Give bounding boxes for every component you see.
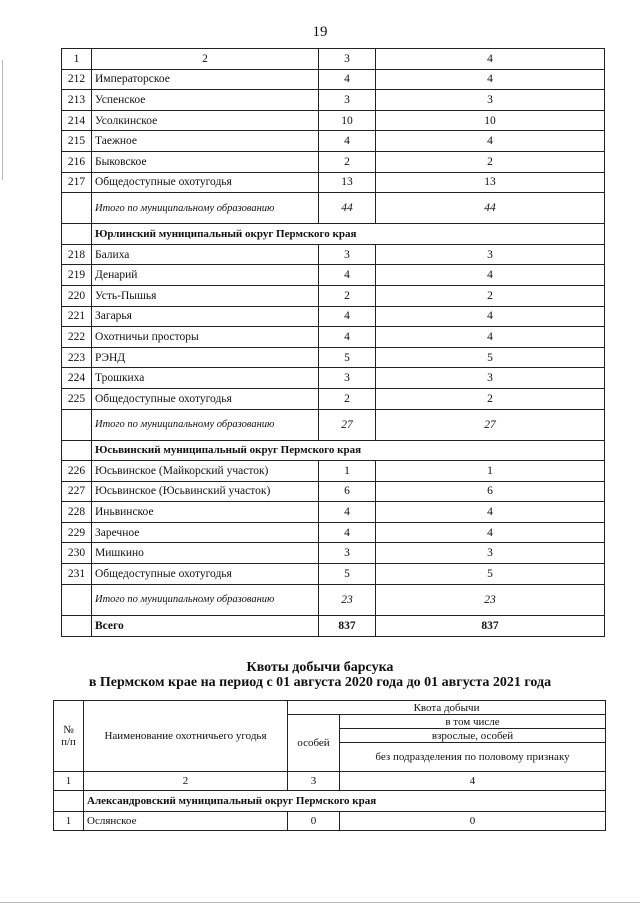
cell-name: Быковское	[92, 151, 319, 172]
cell-quota-adults: 0	[340, 812, 606, 831]
cell-number: 223	[62, 347, 92, 368]
cell-name: Императорское	[92, 69, 319, 90]
table-row	[54, 812, 606, 831]
table-row	[62, 265, 605, 286]
cell-name: Всего	[92, 615, 319, 636]
region-row	[62, 224, 605, 245]
cell-quota-adults: 4	[376, 306, 605, 327]
region-name: Юрлинский муниципальный округ Пермского края	[92, 224, 605, 245]
cell-empty	[62, 440, 92, 461]
cell-quota-adults: 13	[376, 172, 605, 193]
col-number: 4	[376, 49, 605, 70]
cell-number: 220	[62, 285, 92, 306]
table-row	[62, 388, 605, 409]
cell-number: 222	[62, 327, 92, 348]
cell-quota: 0	[288, 812, 340, 831]
table-row	[62, 151, 605, 172]
col-number: 2	[92, 49, 319, 70]
header-num: № п/п	[54, 701, 84, 772]
cell-quota: 5	[319, 564, 376, 585]
cell-number: 225	[62, 388, 92, 409]
subtotal-row	[62, 584, 605, 615]
cell-name: Охотничьи просторы	[92, 327, 319, 348]
cell-empty	[54, 791, 84, 812]
cell-name: Заречное	[92, 522, 319, 543]
cell-quota-adults: 10	[376, 110, 605, 131]
cell-quota-adults: 2	[376, 285, 605, 306]
header-row	[54, 701, 606, 715]
column-number-row	[54, 772, 606, 791]
cell-number: 212	[62, 69, 92, 90]
cell-number: 226	[62, 461, 92, 482]
table-row	[62, 172, 605, 193]
region-name: Александровский муниципальный округ Пермского края	[84, 791, 606, 812]
badger-quota-table	[53, 700, 606, 831]
cell-name: Итого по муниципальному образованию	[92, 584, 319, 615]
cell-name: Трошкиха	[92, 368, 319, 389]
cell-quota-adults: 3	[376, 90, 605, 111]
cell-quota-adults: 4	[376, 131, 605, 152]
cell-number: 213	[62, 90, 92, 111]
header-quota: Квота добычи	[288, 701, 606, 715]
cell-quota-adults: 23	[376, 584, 605, 615]
cell-name: Итого по муниципальному образованию	[92, 409, 319, 440]
cell-quota-adults: 3	[376, 368, 605, 389]
cell-number: 217	[62, 172, 92, 193]
cell-quota-adults: 5	[376, 347, 605, 368]
cell-quota-adults: 2	[376, 151, 605, 172]
cell-name: Юсьвинское (Юсьвинский участок)	[92, 481, 319, 502]
cell-number	[62, 193, 92, 224]
cell-number: 214	[62, 110, 92, 131]
table-row	[62, 522, 605, 543]
col-number: 1	[62, 49, 92, 70]
table-row	[62, 327, 605, 348]
cell-quota-adults: 2	[376, 388, 605, 409]
table-row	[62, 347, 605, 368]
cell-name: Таежное	[92, 131, 319, 152]
cell-quota-adults: 4	[376, 327, 605, 348]
cell-quota: 27	[319, 409, 376, 440]
cell-number: 1	[54, 812, 84, 831]
cell-name: Балиха	[92, 244, 319, 265]
cell-quota: 4	[319, 69, 376, 90]
cell-quota: 4	[319, 265, 376, 286]
cell-quota: 2	[319, 388, 376, 409]
cell-number: 231	[62, 564, 92, 585]
region-name: Юсьвинский муниципальный округ Пермского края	[92, 440, 605, 461]
table-row	[62, 285, 605, 306]
cell-quota: 3	[319, 244, 376, 265]
cell-quota-adults: 27	[376, 409, 605, 440]
cell-number	[62, 615, 92, 636]
cell-quota: 3	[319, 543, 376, 564]
header-name: Наименование охотничьего угодья	[84, 701, 288, 772]
cell-quota-adults: 6	[376, 481, 605, 502]
column-number-row	[62, 49, 605, 70]
cell-quota: 4	[319, 306, 376, 327]
cell-quota: 10	[319, 110, 376, 131]
cell-number: 224	[62, 368, 92, 389]
table-row	[62, 564, 605, 585]
col-number: 2	[84, 772, 288, 791]
cell-quota: 23	[319, 584, 376, 615]
cell-empty	[62, 224, 92, 245]
scan-edge-mark	[2, 60, 3, 180]
cell-number: 216	[62, 151, 92, 172]
scan-edge-mark	[0, 902, 640, 903]
cell-quota-adults: 4	[376, 522, 605, 543]
cell-quota: 5	[319, 347, 376, 368]
cell-number: 228	[62, 502, 92, 523]
cell-quota: 6	[319, 481, 376, 502]
cell-quota-adults: 4	[376, 502, 605, 523]
cell-quota: 4	[319, 522, 376, 543]
header-including: в том числе	[340, 715, 606, 729]
header-individuals: особей	[288, 715, 340, 772]
cell-quota: 4	[319, 131, 376, 152]
table-row	[62, 306, 605, 327]
col-number: 4	[340, 772, 606, 791]
cell-quota-adults: 3	[376, 543, 605, 564]
cell-number	[62, 409, 92, 440]
table-row	[62, 461, 605, 482]
header-no-gender: без подразделения по половому признаку	[340, 743, 606, 772]
table-row	[62, 244, 605, 265]
quota-table-continued	[61, 48, 605, 637]
col-number: 3	[319, 49, 376, 70]
cell-quota: 1	[319, 461, 376, 482]
cell-quota: 3	[319, 368, 376, 389]
cell-number: 219	[62, 265, 92, 286]
page-number: 19	[312, 24, 328, 40]
cell-quota-adults: 3	[376, 244, 605, 265]
header-adults: взрослые, особей	[340, 729, 606, 743]
subtotal-row	[62, 409, 605, 440]
cell-quota-adults: 5	[376, 564, 605, 585]
table-row	[62, 90, 605, 111]
cell-name: Общедоступные охотугодья	[92, 172, 319, 193]
cell-quota-adults: 4	[376, 69, 605, 90]
cell-name: РЭНД	[92, 347, 319, 368]
table-row	[62, 131, 605, 152]
col-number: 3	[288, 772, 340, 791]
cell-name: Иньвинское	[92, 502, 319, 523]
cell-number: 229	[62, 522, 92, 543]
cell-quota: 837	[319, 615, 376, 636]
cell-name: Усолкинское	[92, 110, 319, 131]
section-subtitle: в Пермском крае на период с 01 августа 2020 года до 01 августа 2021 года	[88, 675, 552, 690]
col-number: 1	[54, 772, 84, 791]
region-row	[62, 440, 605, 461]
cell-name: Успенское	[92, 90, 319, 111]
section-title: Квоты добычи барсука	[246, 660, 394, 675]
cell-name: Загарья	[92, 306, 319, 327]
cell-number: 218	[62, 244, 92, 265]
cell-name: Общедоступные охотугодья	[92, 564, 319, 585]
quota-table-body	[62, 49, 605, 637]
cell-number: 227	[62, 481, 92, 502]
cell-quota-adults: 44	[376, 193, 605, 224]
cell-number: 230	[62, 543, 92, 564]
cell-number: 221	[62, 306, 92, 327]
region-row	[54, 791, 606, 812]
table-row	[62, 481, 605, 502]
cell-name: Усть-Пышья	[92, 285, 319, 306]
cell-quota-adults: 1	[376, 461, 605, 482]
cell-name: Ослянское	[84, 812, 288, 831]
cell-quota: 13	[319, 172, 376, 193]
cell-quota-adults: 4	[376, 265, 605, 286]
cell-quota: 2	[319, 285, 376, 306]
cell-name: Мишкино	[92, 543, 319, 564]
total-row	[62, 615, 605, 636]
table-row	[62, 110, 605, 131]
table-row	[62, 502, 605, 523]
cell-number	[62, 584, 92, 615]
cell-name: Денарий	[92, 265, 319, 286]
cell-number: 215	[62, 131, 92, 152]
subtotal-row	[62, 193, 605, 224]
cell-quota-adults: 837	[376, 615, 605, 636]
cell-quota: 4	[319, 327, 376, 348]
cell-quota: 2	[319, 151, 376, 172]
cell-quota: 3	[319, 90, 376, 111]
cell-name: Общедоступные охотугодья	[92, 388, 319, 409]
cell-name: Юсьвинское (Майкорский участок)	[92, 461, 319, 482]
table-row	[62, 69, 605, 90]
cell-name: Итого по муниципальному образованию	[92, 193, 319, 224]
cell-quota: 4	[319, 502, 376, 523]
cell-quota: 44	[319, 193, 376, 224]
table-row	[62, 368, 605, 389]
table-row	[62, 543, 605, 564]
